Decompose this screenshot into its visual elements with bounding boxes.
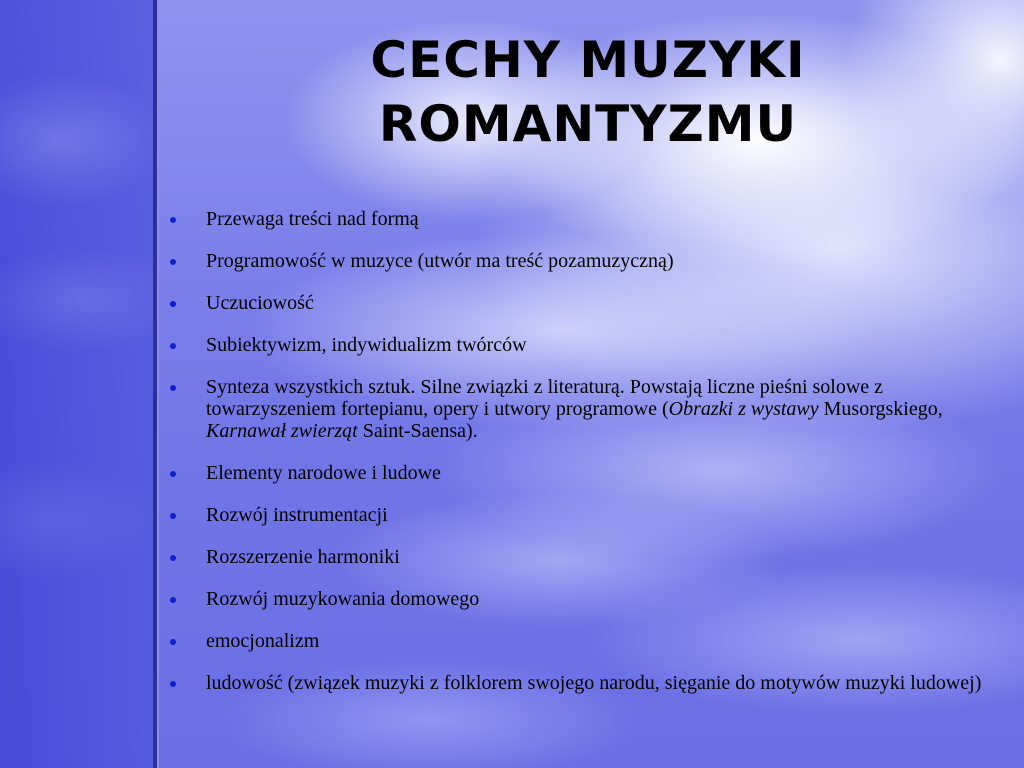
list-item [168, 208, 998, 230]
left-band-glow [0, 0, 153, 768]
bullet-dot-icon [170, 471, 176, 477]
synthesis-text-1: Synteza wszystkich sztuk. Silne związki z literaturą. Powstają liczne pieśni solowe z towarzyszeniem fortepianu, opery i utwory programowe ( [206, 376, 884, 420]
bullet-dot-icon [170, 597, 176, 603]
bullet-dot-icon [170, 681, 176, 687]
bullet-list [168, 208, 998, 714]
list-item-text: emocjonalizm [206, 630, 320, 652]
slide-title-line-1: CECHY MUZYKI [370, 31, 806, 89]
bullet-dot-icon [170, 639, 176, 645]
slide-title [168, 28, 1008, 156]
synthesis-text-2: Musorgskiego, [818, 398, 943, 420]
vertical-divider-highlight [157, 0, 159, 768]
list-item [168, 504, 998, 526]
list-item [168, 250, 998, 272]
bullet-dot-icon [170, 301, 176, 307]
list-item-synthesis [168, 376, 998, 442]
list-item [168, 672, 998, 694]
list-item [168, 334, 998, 356]
synthesis-text-3: Saint-Saensa). [357, 420, 478, 442]
list-item-text: Elementy narodowe i ludowe [206, 462, 441, 484]
slide-title-line-2: ROMANTYZMU [378, 95, 798, 153]
bullet-dot-icon [170, 385, 176, 391]
bullet-dot-icon [170, 555, 176, 561]
bullet-dot-icon [170, 259, 176, 265]
list-item-text: Przewaga treści nad formą [206, 208, 419, 230]
list-item-text: Rozwój instrumentacji [206, 504, 388, 526]
list-item-text: ludowość (związek muzyki z folklorem swojego narodu, sięganie do motywów muzyki ludowej) [206, 672, 982, 694]
bullet-dot-icon [170, 343, 176, 349]
list-item-text: Rozwój muzykowania domowego [206, 588, 480, 610]
work-title-obrazki: Obrazki z wystawy [668, 398, 819, 420]
list-item [168, 462, 998, 484]
work-title-karnawal: Karnawał zwierząt [206, 420, 358, 442]
bullet-dot-icon [170, 513, 176, 519]
list-item-text: Programowość w muzyce (utwór ma treść pozamuzyczną) [206, 250, 674, 272]
list-item-text: Subiektywizm, indywidualizm twórców [206, 334, 527, 356]
list-item [168, 292, 998, 314]
list-item-text: Rozszerzenie harmoniki [206, 546, 400, 568]
bullet-dot-icon [170, 217, 176, 223]
list-item [168, 630, 998, 652]
list-item [168, 546, 998, 568]
list-item [168, 588, 998, 610]
list-item-text: Uczuciowość [206, 292, 314, 314]
